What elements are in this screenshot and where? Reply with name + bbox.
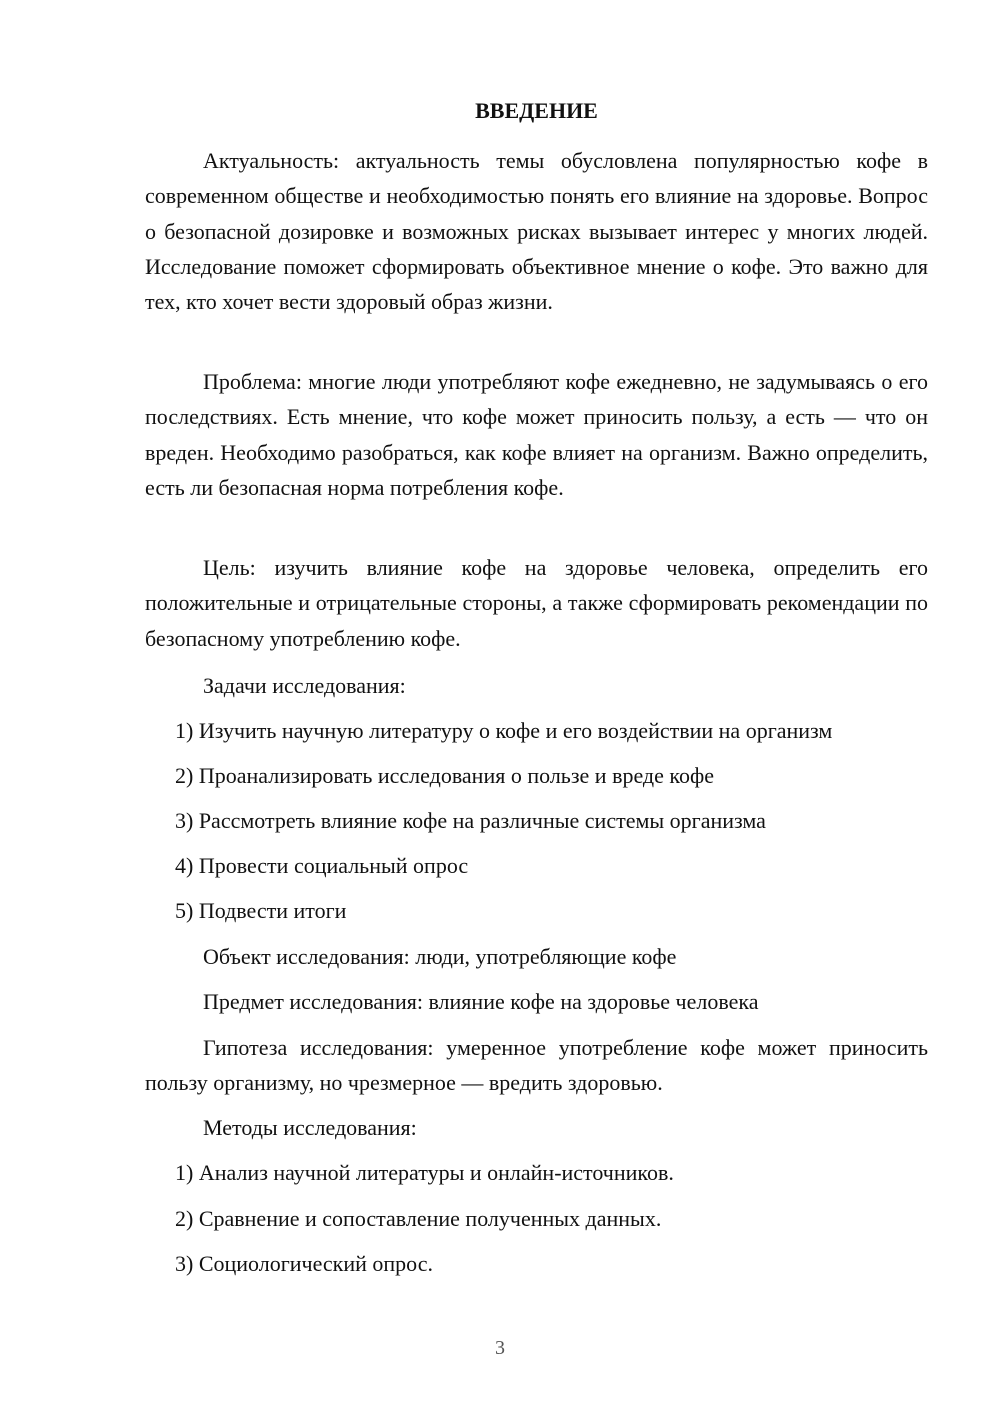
task-item: 2) Проанализировать исследования о пользе и вреде кофе	[175, 763, 714, 788]
task-item: 5) Подвести итоги	[175, 898, 347, 923]
methods-heading: Методы исследования:	[203, 1115, 417, 1140]
goal-paragraph: Цель: изучить влияние кофе на здоровье человека, определить его положительные и отрицательные стороны, а также сформировать рекомендации по безопасному употреблению кофе.	[145, 555, 928, 651]
page-number: 3	[495, 1337, 505, 1359]
method-item: 3) Социологический опрос.	[175, 1251, 433, 1276]
subject-line: Предмет исследования: влияние кофе на здоровье человека	[203, 989, 759, 1014]
problem-paragraph: Проблема: многие люди употребляют кофе ежедневно, не задумываясь о его последствиях. Есть мнение, что кофе может приносить пользу, а есть — что он вреден. Необходимо разобраться, как кофе влияет на организм. Важно определить, есть ли безопасная норма потребления кофе.	[145, 369, 928, 500]
task-item: 1) Изучить научную литературу о кофе и его воздействии на организм	[175, 718, 833, 743]
task-item: 4) Провести социальный опрос	[175, 853, 469, 878]
method-item: 1) Анализ научной литературы и онлайн-источников.	[175, 1160, 674, 1185]
page-title: ВВЕДЕНИЕ	[475, 98, 598, 123]
task-item: 3) Рассмотреть влияние кофе на различные системы организма	[175, 808, 766, 833]
method-item: 2) Сравнение и сопоставление полученных данных.	[175, 1206, 662, 1231]
object-line: Объект исследования: люди, употребляющие кофе	[203, 944, 677, 969]
relevance-paragraph: Актуальность: актуальность темы обусловлена популярностью кофе в современном обществе и необходимостью понять его влияние на здоровье. Вопрос о безопасной дозировке и возможных рисках вызывает интерес у многих людей. Исследование поможет сформировать объективное мнение о кофе. Это важно для тех, кто хочет вести здоровый образ жизни.	[145, 148, 928, 315]
hypothesis-paragraph: Гипотеза исследования: умеренное употребление кофе может приносить пользу организму, но чрезмерное — вредить здоровью.	[145, 1035, 928, 1096]
tasks-heading: Задачи исследования:	[203, 673, 406, 698]
